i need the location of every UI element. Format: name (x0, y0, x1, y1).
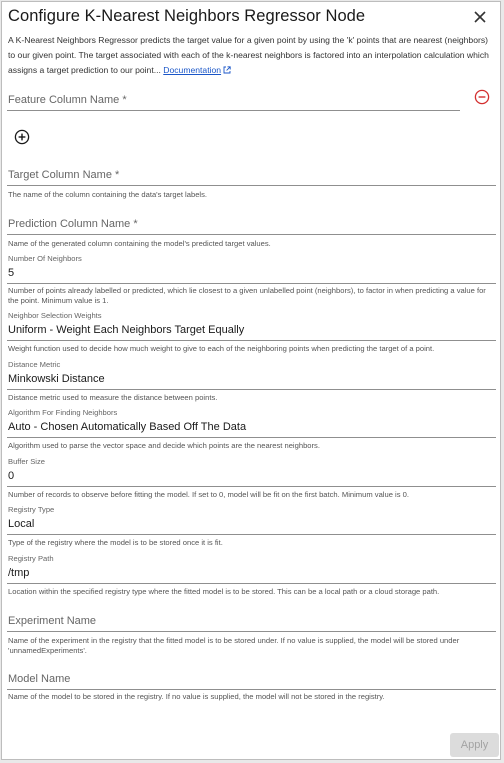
feature-column-placeholder: Feature Column Name * (8, 94, 127, 106)
neighbor-weights-select[interactable] (7, 311, 496, 341)
num-neighbors-label: Number Of Neighbors (8, 254, 82, 263)
field-underline (7, 631, 496, 632)
documentation-link[interactable] (163, 65, 231, 75)
distance-metric-select[interactable] (7, 360, 496, 390)
remove-circle-icon[interactable] (474, 89, 490, 105)
num-neighbors-field[interactable] (7, 254, 496, 284)
registry-path-helper: Location within the specified registry type where the fitted model is to be stored. This can be a local path or a cloud storage path. (8, 587, 440, 596)
neighbor-weights-label: Neighbor Selection Weights (8, 311, 102, 320)
distance-metric-helper: Distance metric used to measure the distance between points. (8, 393, 218, 402)
prediction-column-helper: Name of the generated column containing the model's predicted target values. (8, 239, 271, 248)
neighbor-weights-helper: Weight function used to decide how much weight to give to each of the neighboring points when predicting the target of a point. (8, 344, 435, 353)
dialog-title: Configure K-Nearest Neighbors Regressor Node (8, 7, 366, 25)
close-icon[interactable] (472, 9, 488, 25)
registry-path-label: Registry Path (8, 554, 54, 563)
registry-type-select[interactable] (7, 505, 496, 535)
apply-button[interactable]: Apply (450, 733, 499, 757)
model-name-placeholder: Model Name (8, 673, 71, 685)
num-neighbors-helper: Number of points already labelled or predicted, which lie closest to a given unlabelled point (neighbors), to factor in when predicting a value for the point. Minimum value is 1. (8, 286, 486, 305)
algorithm-select[interactable] (7, 408, 496, 438)
external-link-icon (223, 64, 231, 79)
configure-node-dialog (1, 1, 501, 760)
field-underline (7, 689, 496, 690)
buffer-size-value: 0 (8, 470, 15, 482)
distance-metric-label: Distance Metric (8, 360, 61, 369)
field-underline (7, 389, 496, 390)
prediction-column-placeholder: Prediction Column Name * (8, 218, 138, 230)
field-underline (7, 583, 496, 584)
experiment-name-helper: Name of the experiment in the registry that the fitted model is to be stored under. If no value is supplied, the model will be stored under 'unnamedExperiments'. (8, 636, 460, 655)
target-column-field[interactable] (7, 166, 496, 188)
node-description (8, 33, 494, 78)
registry-path-field[interactable] (7, 554, 496, 584)
buffer-size-helper: Number of records to observe before fitting the model. If set to 0, model will be fit on the first batch. Minimum value is 0. (8, 490, 409, 499)
field-underline (7, 185, 496, 186)
algorithm-value: Auto - Chosen Automatically Based Off The Data (8, 421, 247, 433)
algorithm-label: Algorithm For Finding Neighbors (8, 408, 118, 417)
registry-type-helper: Type of the registry where the model is to be stored once it is fit. (8, 538, 223, 547)
documentation-link-label: Documentation (163, 64, 222, 75)
field-underline (7, 437, 496, 438)
buffer-size-label: Buffer Size (8, 457, 46, 466)
target-column-placeholder: Target Column Name * (8, 169, 120, 181)
prediction-column-field[interactable] (7, 215, 496, 237)
feature-column-field[interactable] (7, 88, 460, 112)
distance-metric-value: Minkowski Distance (8, 373, 105, 385)
registry-type-label: Registry Type (8, 505, 55, 514)
field-underline (7, 234, 496, 235)
experiment-name-placeholder: Experiment Name (8, 615, 97, 627)
registry-path-value: /tmp (8, 567, 30, 579)
registry-type-value: Local (8, 518, 35, 530)
field-underline (7, 534, 496, 535)
add-circle-icon[interactable] (14, 129, 30, 145)
target-column-helper: The name of the column containing the data's target labels. (8, 190, 208, 199)
buffer-size-field[interactable] (7, 457, 496, 487)
field-underline (7, 283, 496, 284)
description-text: A K-Nearest Neighbors Regressor predicts the target value for a given point by using the 'k' points that are nearest (neighbors) to our given point. The target associated with each of the k-nearest neighbors is factored into an interpolation calculation which assigns a target prediction to our point... (8, 35, 489, 75)
experiment-name-field[interactable] (7, 612, 496, 634)
model-name-field[interactable] (7, 670, 496, 692)
num-neighbors-value: 5 (8, 267, 15, 279)
field-underline (7, 486, 496, 487)
model-name-helper: Name of the model to be stored in the registry. If no value is supplied, the model will not be stored in the registry. (8, 692, 385, 701)
algorithm-helper: Algorithm used to parse the vector space and decide which points are the nearest neighbors. (8, 441, 320, 450)
neighbor-weights-value: Uniform - Weight Each Neighbors Target Equally (8, 324, 245, 336)
field-underline (7, 110, 460, 111)
field-underline (7, 340, 496, 341)
